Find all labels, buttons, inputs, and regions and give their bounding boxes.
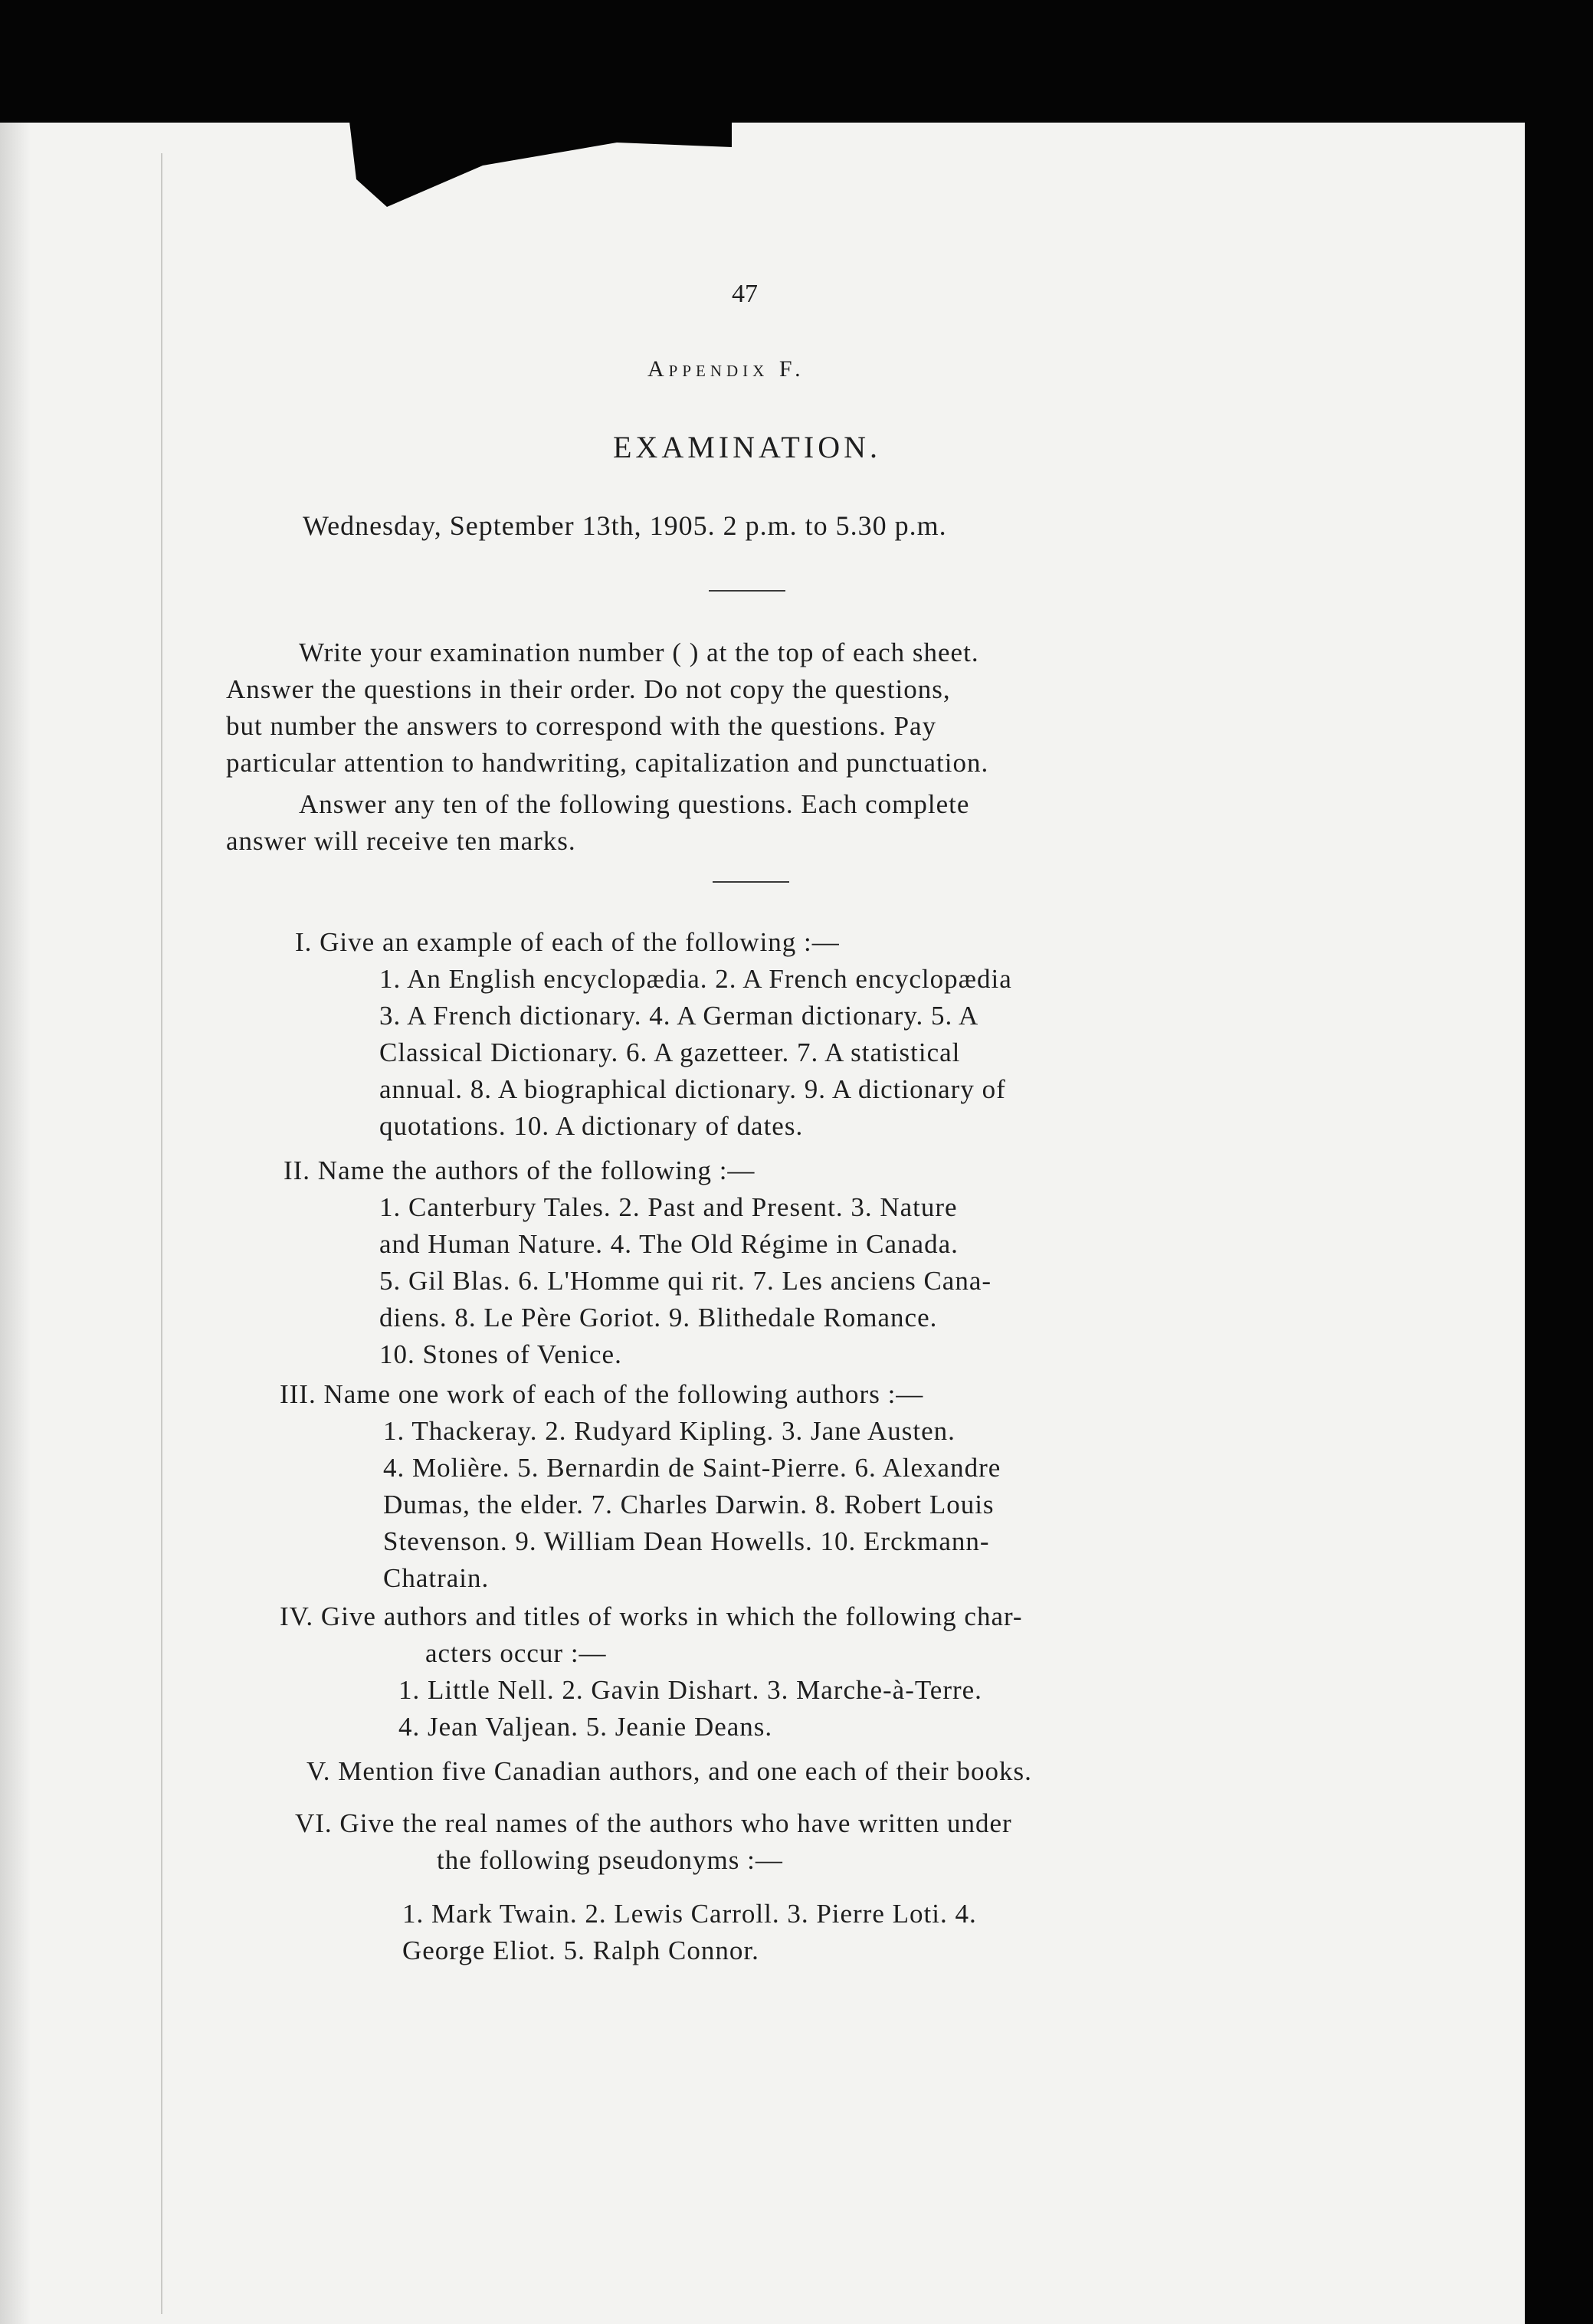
question-4-line: 1. Little Nell. 2. Gavin Dishart. 3. Marche-à-Terre. (398, 1675, 982, 1705)
fold-line (161, 153, 162, 2314)
question-4-head-cont: acters occur :— (425, 1638, 607, 1668)
instruction-line-4: particular attention to handwriting, capitalization and punctuation. (226, 748, 989, 778)
question-3-line: Chatrain. (383, 1563, 490, 1593)
question-3-line: Dumas, the elder. 7. Charles Darwin. 8. Robert Louis (383, 1490, 995, 1519)
question-3-line: 1. Thackeray. 2. Rudyard Kipling. 3. Jane Austen. (383, 1416, 955, 1446)
question-3-line: 4. Molière. 5. Bernardin de Saint-Pierre. 6. Alexandre (383, 1453, 1001, 1483)
question-6-line: George Eliot. 5. Ralph Connor. (402, 1936, 759, 1965)
appendix-title: Appendix F. (647, 356, 805, 382)
question-2-line: 1. Canterbury Tales. 2. Past and Present. 3. Nature (379, 1192, 958, 1222)
question-6-head: VI. Give the real names of the authors who have written under (295, 1808, 1012, 1838)
date-line: Wednesday, September 13th, 1905. 2 p.m. to 5.30 p.m. (303, 510, 947, 541)
instruction-line-1: Write your examination number ( ) at the top of each sheet. (299, 638, 979, 667)
instruction-line-3: but number the answers to correspond with the questions. Pay (226, 711, 937, 741)
page-number: 47 (732, 280, 758, 308)
question-2-line: diens. 8. Le Père Goriot. 9. Blithedale Romance. (379, 1303, 938, 1332)
instruction-line-6: answer will receive ten marks. (226, 826, 576, 856)
question-4-line: 4. Jean Valjean. 5. Jeanie Deans. (398, 1712, 773, 1742)
question-6-line: 1. Mark Twain. 2. Lewis Carroll. 3. Pierre Loti. 4. (402, 1899, 977, 1929)
separator-rule (709, 590, 785, 592)
question-6-head-cont: the following pseudonyms :— (437, 1845, 783, 1875)
question-1-line: Classical Dictionary. 6. A gazetteer. 7. A statistical (379, 1037, 961, 1067)
instruction-line-5: Answer any ten of the following questions. Each complete (299, 789, 970, 819)
question-1-line: 3. A French dictionary. 4. A German dictionary. 5. A (379, 1001, 979, 1031)
question-3-line: Stevenson. 9. William Dean Howells. 10. Erckmann- (383, 1526, 990, 1556)
question-1-line: 1. An English encyclopædia. 2. A French encyclopædia (379, 964, 1012, 994)
page-edge-shadow (0, 123, 31, 2324)
question-2-line: 5. Gil Blas. 6. L'Homme qui rit. 7. Les anciens Cana- (379, 1266, 992, 1296)
question-5-head: V. Mention five Canadian authors, and one each of their books. (306, 1756, 1032, 1786)
instruction-line-2: Answer the questions in their order. Do not copy the questions, (226, 674, 951, 704)
question-1-line: quotations. 10. A dictionary of dates. (379, 1111, 804, 1141)
question-2-line: and Human Nature. 4. The Old Régime in Canada. (379, 1229, 959, 1259)
exam-title: EXAMINATION. (613, 430, 881, 464)
question-3-head: III. Name one work of each of the following authors :— (280, 1379, 924, 1409)
question-1-line: annual. 8. A biographical dictionary. 9. A dictionary of (379, 1074, 1006, 1104)
question-2-line: 10. Stones of Venice. (379, 1339, 622, 1369)
question-2-head: II. Name the authors of the following :— (284, 1155, 756, 1185)
separator-rule (713, 881, 789, 883)
question-4-head: IV. Give authors and titles of works in which the following char- (280, 1601, 1023, 1631)
question-1-head: I. Give an example of each of the following :— (295, 927, 840, 957)
